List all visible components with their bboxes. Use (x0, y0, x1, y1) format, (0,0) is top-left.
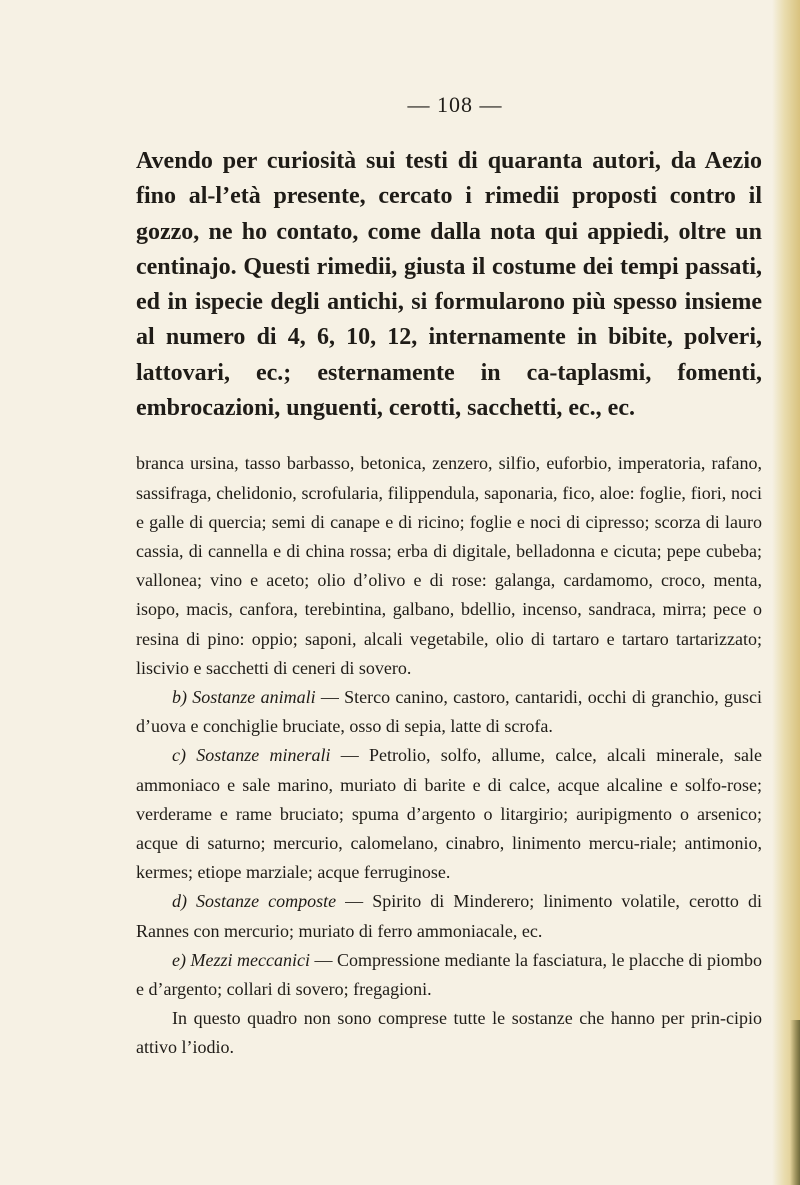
note-closing: In questo quadro non sono comprese tutte le sostanze che hanno per prin-cipio attivo l’iodio. (136, 1008, 762, 1058)
mechanical-text: — Compressione mediante la fasciatura, le placche di piombo e d’argento; collari di sovero; fregagioni. (136, 949, 763, 1000)
intro-paragraph: Avendo per curiosità sui testi di quaranta autori, da Aezio fino al-l’età presente, cercato i rimedii proposti contro il gozzo, ne ho contato, come dalla nota qui appiedi, oltre un centinajo. Questi rimedii, giusta il costume dei tempi passati, ed in ispecie degli antichi, si formularono più spesso insieme al numero di 4, 6, 10, 12, internamente in bibite, polveri, lattovari, ec.; esternamente in ca-taplasmi, fomenti, embrocazioni, unguenti, cerotti, sacchetti, ec., ec. (136, 148, 762, 422)
page-edge-dark-shadow (790, 1020, 800, 1185)
composite-text: — Spirito di Minderero; linimento volatile, cerotto di Rannes con mercurio; muriato di ferro ammoniacale, ec. (136, 891, 762, 941)
mineral-label: c) Sostanze minerali (172, 745, 331, 766)
mineral-text: — Petrolio, solfo, allume, calce, alcali minerale, sale ammoniaco e sale marino, muriato di barite e di calce, acque alcaline e solfo-rose; verderame e rame bruciato; spuma d’argento o litargirio; auripigmento o arsenico; acque di saturno; mercurio, calomelano, cinabro, linimento mercu-riale; antimonio, kermes; etiope marziale; acque ferruginose. (136, 745, 762, 883)
animal-text: — Sterco canino, castoro, cantaridi, occhi di granchio, gusci d’uova e conchiglie bruciate, osso di sepia, latte di scrofa. (136, 687, 763, 737)
note-composite-substances (136, 887, 762, 945)
page-number: — 108 — (407, 92, 503, 117)
mechanical-label: e) Mezzi meccanici (172, 949, 310, 970)
composite-label: d) Sostanze composte (172, 891, 337, 912)
note-vegetal-substances: branca ursina, tasso barbasso, betonica, zenzero, silfio, euforbio, imperatoria, rafano, sassifraga, chelidonio, scrofularia, filippendula, saponaria, fico, aloe: foglie, fiori, noci e galle di quercia; semi di canape e di ricino; foglie e noci di cipresso; scorza di lauro cassia, di cannella e di china rossa; erba di digitale, belladonna e cicuta; pepe cubeba; vallonea; vino e aceto; olio d’olivo e di rose: galanga, cardamomo, croco, menta, isopo, macis, canfora, terebintina, galbano, bdellio, incenso, sandraca, mirra; pece o resina di pino: oppio; saponi, alcali vegetabile, olio di tartaro e tartaro tartarizzato; liscivio e sacchetti di ceneri di sovero. (136, 453, 762, 678)
animal-label: b) Sostanze animali (172, 687, 316, 707)
note-mineral-substances (136, 741, 762, 887)
note-animal-substances (136, 683, 762, 741)
page-edge-shadow (772, 0, 800, 1185)
note-mechanical-means (136, 946, 762, 1004)
footnote-block (136, 449, 762, 1062)
page-content (136, 92, 762, 1063)
